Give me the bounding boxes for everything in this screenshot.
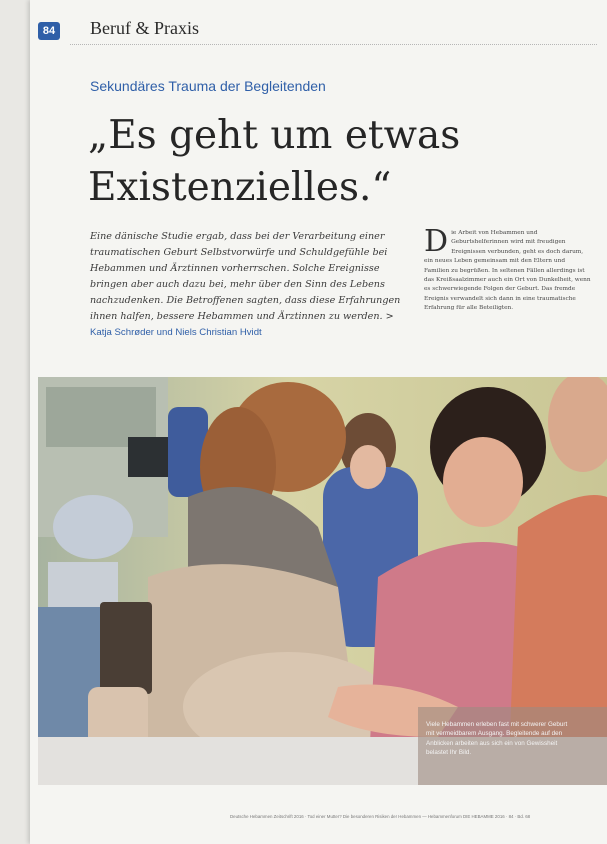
- headline-line-1: „Es geht um etwas: [88, 113, 461, 158]
- article-body-column: [424, 224, 592, 314]
- headline-line-2: Existenzielles.“: [88, 165, 392, 210]
- photo-caption: Viele Hebammen erleben fast mit schwerer Geburt mit vermeidbarem Ausgang. Begleitende auf den Anblicken arbeiten aus sich ein von Gewissheit belastet Ihr Bild.: [426, 721, 568, 757]
- header-divider: [70, 44, 597, 45]
- drop-cap: D: [424, 224, 449, 259]
- article-headline: [88, 110, 558, 214]
- lead-text: Eine dänische Studie ergab, dass bei der Verarbeitung einer traumatischen Geburt Selbstvorwürfe und Schuldgefühle bei Hebammen und Ärztinnen vorherrschen. Solche Ereignisse bringen aber auch dazu bei, mehr über den Sinn des Lebens nachzudenken. Die Betroffenen sagten, dass diese Erfahrungen ihnen halfen, bessere Hebammen und Ärztinnen zu werden. >: [90, 231, 401, 322]
- section-title: Beruf & Praxis: [90, 18, 199, 38]
- body-text: ie Arbeit von Hebammen und Geburtshelferinnen wird mit freudigen Ereignissen verbunden, geht es doch darum, ein neues Leben gemeinsam mit den Eltern und Familien zu begrüßen. In seltenen Fällen allerdings ist das Kreißsaalzimmer auch ein Ort von Dunkelheit, wenn es schwerwiegende Folgen der Geburt. Das fremde Ereignis verwandelt sich dann in eine traumatische Erfahrung für alle Beteiligten.: [424, 230, 591, 312]
- article-lead: [90, 229, 415, 341]
- page-footer: Deutsche Hebammen Zeitschrift 2016 · Tod einer Mutter? Die besonderen Risiken der Hebammen — Hebammenforum DIE HEBAMME 2016 · 84 · Bd. 68: [230, 814, 531, 819]
- article-authors: Katja Schrøder und Niels Christian Hvidt: [90, 327, 262, 338]
- article-kicker: Sekundäres Trauma der Begleitenden: [90, 78, 326, 94]
- page-number-badge: 84: [38, 22, 60, 40]
